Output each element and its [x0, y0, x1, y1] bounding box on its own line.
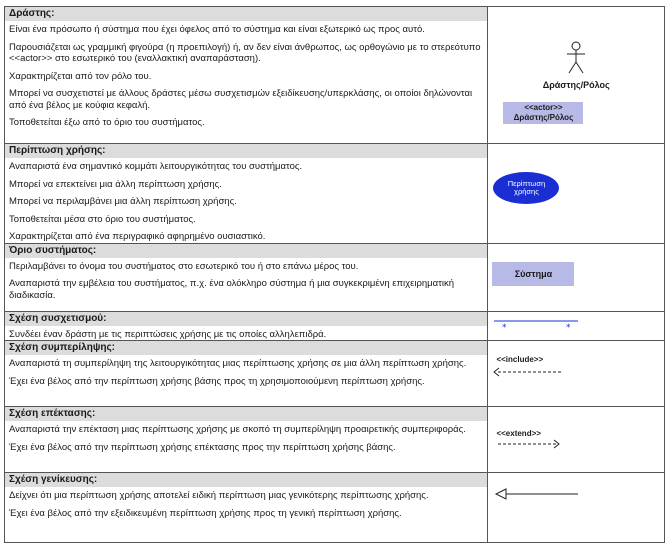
row-system-boundary	[5, 243, 665, 311]
extend-label: <<extend>>	[496, 429, 541, 438]
uml-notation-table	[4, 6, 665, 543]
row-extend	[5, 407, 665, 473]
row-line: Αναπαριστά τη συμπερίληψη της λειτουργικότητας μιας περίπτωσης χρήσης σε μια άλλη περίπτωση χρήσης.	[9, 358, 467, 369]
use-case-ellipse	[493, 172, 559, 204]
row-line: Αναπαριστά την εμβέλεια του συστήματος, π.χ. ένα ολόκληρο σύστημα ή μια συγκεκριμένη επιχειρηματική διαδικασία.	[9, 278, 455, 301]
row-actor	[5, 7, 665, 144]
row-line: Είναι ένα πρόσωπο ή σύστημα που έχει όφελος από το σύστημα και είναι εξωτερικό ως προς αυτό.	[9, 24, 425, 35]
row-include	[5, 341, 665, 407]
row-line: Μπορεί να επεκτείνει μια άλλη περίπτωση χρήσης.	[9, 178, 222, 190]
row-actor-desc	[5, 7, 488, 144]
row-line: Τοποθετείται έξω από το όριο του συστήματος.	[9, 117, 205, 128]
use-case-label-top: Περίπτωση	[507, 179, 546, 188]
association-line-icon	[492, 318, 580, 332]
stereotype-label: <<actor>>	[524, 103, 563, 112]
row-generalization	[5, 473, 665, 543]
row-actor-symbol	[488, 7, 665, 144]
dashed-arrow-right-icon	[496, 439, 562, 449]
row-title: Σχέση συμπερίληψης:	[5, 341, 487, 355]
row-line: Έχει ένα βέλος από την περίπτωση χρήσης επέκτασης προς την περίπτωση χρήσης βάσης.	[9, 441, 396, 453]
row-line: Αναπαριστά την επέκταση μιας περίπτωσης χρήσης με σκοπό τη συμπερίληψη προαιρετικής συμπεριφοράς.	[9, 424, 466, 435]
actor-stick-figure	[488, 41, 664, 90]
row-generalization-symbol	[488, 473, 665, 543]
row-line: Χαρακτηρίζεται από τον ρόλο του.	[9, 70, 152, 82]
use-case-label-bottom: χρήσης	[514, 187, 539, 196]
svg-text:*: *	[502, 322, 507, 332]
dashed-arrow-left-icon	[492, 367, 564, 377]
row-association	[5, 311, 665, 341]
row-line: Συνδέει έναν δράστη με τις περιπτώσεις χρήσης με τις οποίες αλληλεπιδρά.	[9, 328, 327, 340]
row-line: Μπορεί να συσχετιστεί με άλλους δράστες μέσω συσχετισμών εξειδίκευσης/υπερκλάσης, οι οποίοι δηλώνονται από ένα βέλος με κούφια κεφαλή.	[9, 88, 473, 111]
stick-figure-icon	[565, 41, 587, 75]
row-line: Δείχνει ότι μια περίπτωση χρήσης αποτελεί ειδική περίπτωση μιας γενικότερης περίπτωσης χρήσης.	[9, 490, 429, 501]
actor-stereotype-box	[503, 102, 583, 124]
row-association-desc	[5, 311, 488, 341]
actor-label: Δράστης/Ρόλος	[542, 80, 610, 90]
include-label: <<include>>	[496, 355, 544, 364]
row-line: Χαρακτηρίζεται από ένα περιγραφικό αφηρημένο ουσιαστικό.	[9, 231, 266, 242]
row-title: Δράστης:	[5, 7, 487, 21]
row-generalization-desc	[5, 473, 488, 543]
row-title: Σχέση συσχετισμού:	[5, 312, 487, 326]
row-extend-symbol	[488, 407, 665, 473]
row-line: Έχει ένα βέλος από την εξειδικευμένη περίπτωση χρήσης προς τη γενική περίπτωση χρήσης.	[9, 507, 402, 519]
row-line: Παρουσιάζεται ως γραμμική φιγούρα (η προεπιλογή) ή, αν δεν είναι άνθρωπος, ως ορθογώνιο με το στερεότυπο <<actor>> στο εσωτερικό του (εναλλακτική αναπαράσταση).	[9, 41, 481, 64]
svg-text:*: *	[566, 322, 571, 332]
row-title: Σχέση γενίκευσης:	[5, 473, 487, 487]
row-include-desc	[5, 341, 488, 407]
system-label: Σύστημα	[514, 268, 553, 279]
row-title: Σχέση επέκτασης:	[5, 407, 487, 421]
row-title: Όριο συστήματος:	[5, 244, 487, 258]
row-system-boundary-desc	[5, 243, 488, 311]
row-association-symbol	[488, 311, 665, 341]
row-title: Περίπτωση χρήσης:	[5, 144, 487, 158]
row-extend-desc	[5, 407, 488, 473]
row-use-case-desc	[5, 144, 488, 244]
row-system-boundary-symbol	[488, 243, 665, 311]
stereotype-role-label: Δράστης/Ρόλος	[513, 113, 574, 122]
row-include-symbol	[488, 341, 665, 407]
row-use-case-symbol	[488, 144, 665, 244]
row-line: Αναπαριστά ένα σημαντικό κομμάτι λειτουργικότητας του συστήματος.	[9, 161, 303, 172]
system-box	[492, 262, 574, 286]
row-line: Περιλαμβάνει το όνομα του συστήματος στο εσωτερικό του ή στο επάνω μέρος του.	[9, 260, 359, 272]
row-line: Μπορεί να περιλαμβάνει μια άλλη περίπτωση χρήσης.	[9, 196, 237, 207]
row-line: Έχει ένα βέλος από την περίπτωση χρήσης βάσης προς τη χρησιμοποιούμενη περίπτωση χρήσης.	[9, 375, 425, 387]
hollow-arrow-left-icon	[494, 487, 580, 501]
row-use-case	[5, 144, 665, 244]
row-line: Τοποθετείται μέσα στο όριο του συστήματος.	[9, 213, 196, 225]
